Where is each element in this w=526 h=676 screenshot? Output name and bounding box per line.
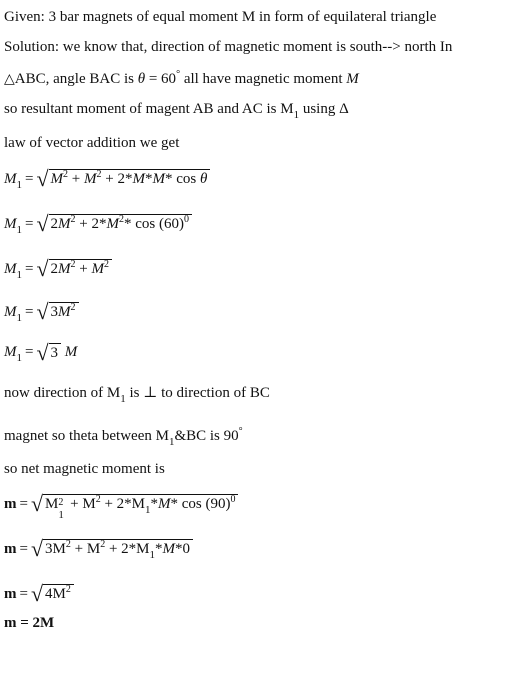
sqrt-icon: √ [36,211,49,236]
term: *0 [174,541,190,557]
sqrt-icon: √ [36,340,49,365]
term: M [64,343,78,360]
degree: ° [176,69,181,80]
text: ABC, angle BAC is [14,71,138,87]
subscript: 1 [293,109,300,121]
term: * [154,541,163,557]
exponent: 2 [100,539,106,550]
equals: = [25,303,34,320]
term: + 2*M [105,541,150,557]
moment-symbol: M [346,71,359,87]
radical [30,491,239,521]
equation-3 [4,258,112,281]
exponent: 2 [65,584,71,595]
radical [31,583,74,606]
final-answer: m = 2M [4,615,55,631]
equation-6 [4,491,238,521]
given-line: Given: 3 bar magnets of equal moment M in form of equilateral triangle [4,9,437,25]
term: M [152,171,165,187]
equation-7 [4,538,193,561]
equation-4 [4,301,79,324]
lhs: m [4,540,17,557]
term: M [157,496,171,512]
lhs: m [4,495,17,512]
lhs: M [4,260,17,277]
equation-2 [4,213,192,236]
lhs: m [4,585,17,602]
term: 4M [45,586,66,602]
text: now direction of M [4,385,121,401]
term: * [144,171,153,187]
term: M [162,541,175,557]
subscript: 1 [168,436,175,448]
exponent: 2 [119,214,125,225]
term: + M [66,496,96,512]
subscript: 1 [144,504,151,516]
text: is ⊥ to direction of BC [125,385,270,401]
sqrt-icon: √ [30,581,44,606]
sqrt-icon: √ [30,491,44,516]
net-moment-line: so net magnetic moment is [4,461,165,477]
term: M [58,261,71,277]
term: M [132,171,145,187]
exponent: 0 [184,214,190,225]
theta-symbol: θ [137,71,146,87]
sqrt-icon: √ [36,166,49,191]
sqrt-icon: √ [30,536,44,561]
equals: = [19,495,28,512]
subscript: 1 [149,549,155,561]
text: using Δ [299,101,349,117]
equals: = [19,585,28,602]
term: M [106,216,120,232]
equation-5 [4,342,77,363]
sqrt-icon: √ [36,299,49,324]
term: M [91,261,105,277]
term: * cos (90) [170,496,231,512]
term: M [58,216,71,232]
radical [36,258,112,281]
lhs: M [4,215,17,232]
equals: = [25,260,34,277]
term: 2 [50,261,59,277]
term: + M [70,541,101,557]
equation-1 [4,168,210,191]
sqrt-icon: √ [36,256,49,281]
equals: = [25,343,34,360]
term: * cos (60) [124,216,185,232]
term: M [58,304,71,320]
subscript: 1 [16,311,22,324]
subscript: 1 [58,509,64,521]
radical [36,301,78,324]
law-line: law of vector addition we get [4,135,180,151]
term: 3M [45,541,66,557]
degree: ° [238,426,243,437]
lhs: M [4,343,17,360]
lhs: M [4,303,17,320]
exponent: 2 [65,539,71,550]
exponent: 2 [70,259,76,270]
subscript: 1 [16,223,22,236]
text: = 60 [145,71,177,87]
exponent: 2 [70,214,76,225]
term: * cos [164,171,200,187]
term: + 2* [75,216,107,232]
equals: = [25,170,34,187]
term: M [45,496,59,512]
exponent: 2 [58,497,64,508]
resultant-line [4,100,349,119]
text: so resultant moment of magent AB and AC is M [4,101,294,117]
subscript: 1 [16,178,22,191]
term: + [75,261,92,277]
exponent: 0 [230,494,236,505]
magnet-line [4,427,243,447]
subscript: 1 [16,268,22,281]
solution-line: Solution: we know that, direction of magnetic moment is south--> north In [4,39,453,55]
radical [36,342,61,363]
equals: = [25,215,34,232]
term: M [50,171,64,187]
subscript: 1 [120,393,126,405]
text: magnet so theta between M [4,428,169,444]
direction-line [4,384,270,403]
term: 2* [117,171,133,187]
term: 3 [50,304,59,320]
term: + 2*M [100,496,145,512]
term: θ [199,171,208,187]
triangle-line [4,70,359,90]
radical: √ $M^2 + M^2 + 2*M*M*$ cos θ [36,168,210,191]
exponent: 2 [70,302,76,313]
equals: = [19,540,28,557]
radical [36,213,192,236]
triangle-symbol: △ [4,72,15,87]
text: &BC is 90 [174,428,239,444]
text: all have magnetic moment [180,71,347,87]
lhs: M [4,170,17,187]
subscript: 1 [16,351,22,364]
exponent: 2 [63,169,69,180]
term: 2 [50,216,59,232]
term: 3 [50,345,59,361]
term: M [84,171,97,187]
exponent: 2 [104,259,110,270]
equation-8 [4,583,74,606]
term: * [150,496,158,512]
radical [31,538,193,561]
exponent: 2 [95,494,101,505]
exponent: 2 [96,169,102,180]
